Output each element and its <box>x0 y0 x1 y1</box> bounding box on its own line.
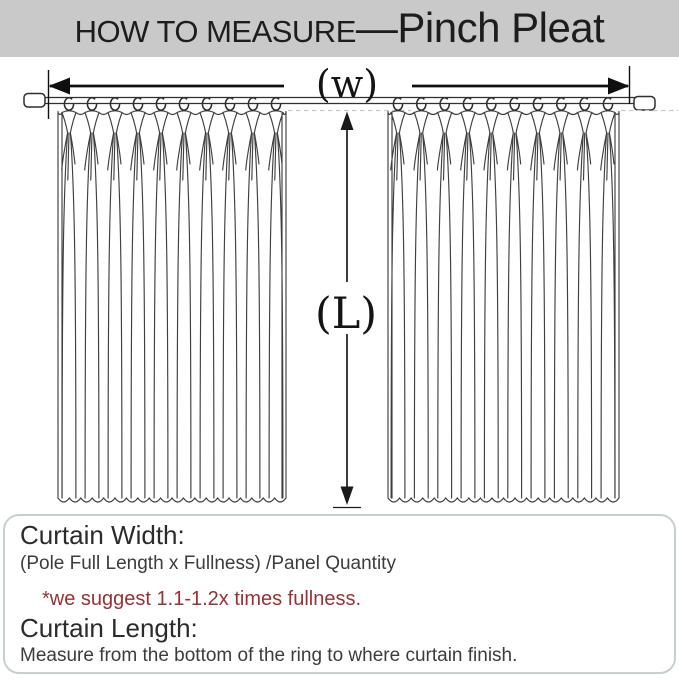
measuring-info-box <box>3 514 676 674</box>
curtain-length-instruction: Measure from the bottom of the ring to where curtain finish. <box>20 644 518 666</box>
finial-left-icon <box>24 94 45 108</box>
page-title-main: HOW TO MEASURE <box>74 14 356 49</box>
curtain-panel-right <box>388 98 619 502</box>
curtain-fabric-lines <box>388 111 619 502</box>
fullness-note: *we suggest 1.1-1.2x times fullness. <box>42 587 362 610</box>
curtain-width-heading: Curtain Width: <box>20 520 185 550</box>
arrowhead-left-icon <box>49 78 71 95</box>
arrowhead-up-icon <box>341 112 354 131</box>
curtain-fabric-lines <box>58 111 286 502</box>
finial-right-icon <box>634 97 655 111</box>
width-label: (w) <box>315 62 379 106</box>
curtain-panel-left <box>58 98 286 502</box>
length-label: (L) <box>314 289 378 339</box>
arrowhead-right-icon <box>608 78 630 95</box>
curtain-width-formula: (Pole Full Length x Fullness) /Panel Quantity <box>20 552 396 574</box>
curtain-length-heading: Curtain Length: <box>20 612 198 643</box>
arrowhead-down-icon <box>341 487 354 506</box>
page-title-sub: —Pinch Pleat <box>355 4 605 51</box>
